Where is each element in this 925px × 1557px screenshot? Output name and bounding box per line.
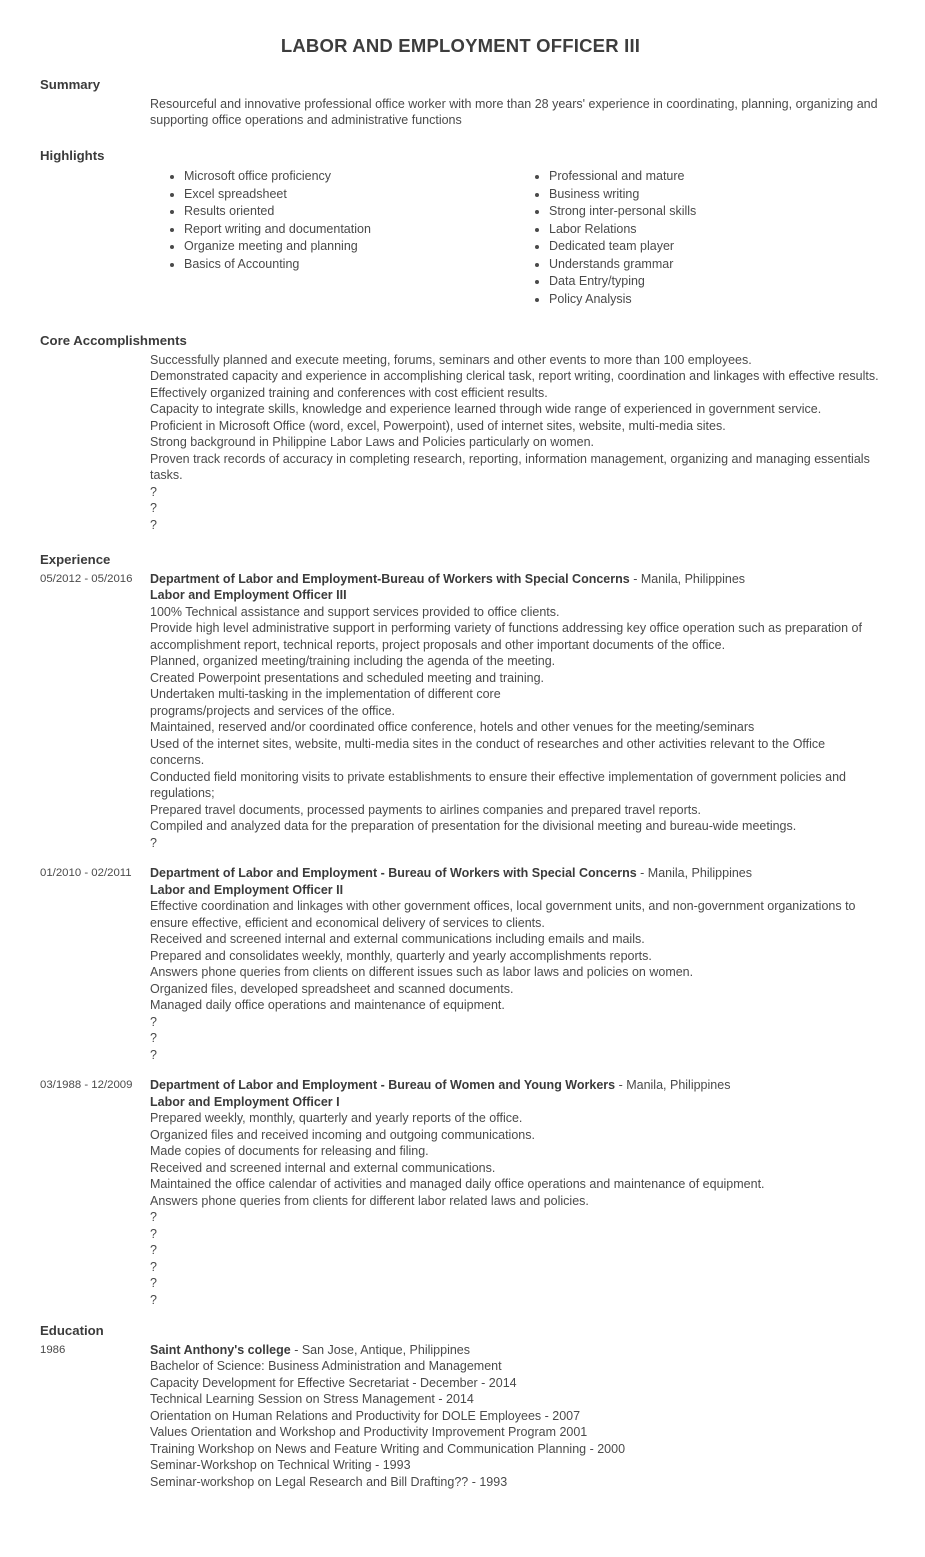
education-year: 1986 <box>40 1343 66 1356</box>
experience-dates: 01/2010 - 02/2011 <box>40 867 132 880</box>
experience-detail-line: 100% Technical assistance and support services provided to office clients. <box>150 604 560 619</box>
list-item: • Policy Analysis <box>549 291 880 308</box>
page-title: LABOR AND EMPLOYMENT OFFICER III <box>280 35 641 56</box>
list-item: • Dedicated team player <box>549 238 880 255</box>
experience-organization-line <box>150 865 881 882</box>
experience-detail-line: Effective coordination and linkages with other government offices, local government units, and non-government organizations to ensure effective, efficient and economical delivery of services to clients. <box>150 899 856 930</box>
experience-detail-line: Used of the internet sites, website, multi-media sites in the conduct of researches and other activities relevant to the Office concerns. <box>150 736 826 768</box>
accomplishment-line: ? <box>150 517 157 532</box>
experience-detail-line: Conducted field monitoring visits to private establishments to ensure their effective implementation of government policies and regulations; <box>150 769 846 801</box>
experience-detail-line: ? <box>150 1047 157 1062</box>
section-heading-highlights: Highlights <box>40 147 105 163</box>
experience-body <box>150 571 881 852</box>
experience-list <box>40 571 881 1309</box>
highlights-left-list <box>150 168 515 272</box>
list-item: • Business writing <box>549 186 880 203</box>
experience-organization: Department of Labor and Employment - Bureau of Women and Young Workers <box>150 1078 616 1093</box>
experience-detail-line: Prepared travel documents, processed payments to airlines companies and prepared travel reports. <box>150 802 701 817</box>
accomplishment-line: ? <box>150 484 157 499</box>
experience-body <box>150 865 881 1063</box>
section-highlights <box>40 147 881 308</box>
list-item: • Labor Relations <box>549 221 880 238</box>
accomplishment-line: Proficient in Microsoft Office (word, excel, Powerpoint), used of internet sites, website, multi-media sites. <box>150 418 726 433</box>
experience-location: - Manila, Philippines <box>629 571 746 586</box>
education-location: - San Jose, Antique, Philippines <box>290 1342 471 1357</box>
experience-detail-line: Organized files, developed spreadsheet and scanned documents. <box>150 981 514 996</box>
accomplishment-line: Strong background in Philippine Labor Laws and Policies particularly on women. <box>150 435 595 450</box>
highlights-left-column <box>150 168 515 308</box>
experience-detail-line: Answers phone queries from clients for different labor related laws and policies. <box>150 1193 589 1208</box>
education-line: Capacity Development for Effective Secretariat - December - 2014 <box>150 1375 517 1390</box>
section-summary <box>40 76 881 128</box>
experience-role: Labor and Employment Officer II <box>150 882 344 897</box>
experience-detail-line: ? <box>150 1243 157 1258</box>
summary-text: Resourceful and innovative professional office worker with more than 28 years' experience in coordinating, planning, organizing and supporting office operations and administrative functions <box>150 96 878 128</box>
experience-body <box>150 1077 881 1308</box>
experience-detail-line: Managed daily office operations and maintenance of equipment. <box>150 998 505 1013</box>
list-item: • Strong inter-personal skills <box>549 203 880 220</box>
education-detail-lines <box>150 1358 881 1490</box>
accomplishment-line: ? <box>150 501 157 516</box>
accomplishment-line: Proven track records of accuracy in completing research, reporting, information management, organizing and managing essentials tasks. <box>150 451 870 483</box>
experience-detail-line: Organized files and received incoming and outgoing communications. <box>150 1127 535 1142</box>
section-heading-summary: Summary <box>40 77 101 93</box>
section-core-accomplishments <box>40 332 881 533</box>
experience-detail-line: ? <box>150 1031 157 1046</box>
highlights-right-column <box>515 168 880 308</box>
list-item: • Microsoft office proficiency <box>184 168 515 185</box>
list-item: • Data Entry/typing <box>549 273 880 290</box>
accomplishment-line: Demonstrated capacity and experience in accomplishing clerical task, report writing, coordination and linkages with effective results. <box>150 369 879 384</box>
experience-detail-line: Provide high level administrative support in performing variety of functions addressing key office operation such as preparation of accomplishment report, technical reports, project proposals and other important documents of the office. <box>150 621 862 652</box>
experience-organization: Department of Labor and Employment - Bureau of Workers with Special Concerns <box>150 866 637 881</box>
experience-location: - Manila, Philippines <box>636 866 753 881</box>
list-item: • Understands grammar <box>549 256 880 273</box>
experience-organization-line <box>150 1077 881 1094</box>
list-item: • Professional and mature <box>549 168 880 185</box>
core-accomplishments-list <box>150 352 881 534</box>
experience-detail-line: ? <box>150 1210 157 1225</box>
experience-detail-line: Prepared weekly, monthly, quarterly and yearly reports of the office. <box>150 1111 523 1126</box>
education-line: Technical Learning Session on Stress Management - 2014 <box>150 1392 474 1407</box>
education-school: Saint Anthony's college <box>150 1342 291 1357</box>
experience-location: - Manila, Philippines <box>615 1078 731 1093</box>
highlights-right-list <box>515 168 880 307</box>
experience-detail-line: ? <box>150 1014 157 1029</box>
education-school-line <box>150 1342 881 1359</box>
experience-detail-line: Maintained the office calendar of activities and managed daily office operations and maintenance of equipment. <box>150 1177 765 1192</box>
experience-detail-line: Planned, organized meeting/training including the agenda of the meeting. <box>150 654 556 669</box>
experience-detail-line: Created Powerpoint presentations and scheduled meeting and training. <box>150 670 545 685</box>
education-line: Bachelor of Science: Business Administration and Management <box>150 1359 502 1374</box>
section-education <box>40 1322 881 1490</box>
highlights-columns <box>150 168 881 308</box>
experience-detail-line: ? <box>150 1292 157 1307</box>
experience-detail-line: Received and screened internal and external communications. <box>150 1160 496 1175</box>
education-line: Training Workshop on News and Feature Writing and Communication Planning - 2000 <box>150 1441 626 1456</box>
experience-detail-line: ? <box>150 1276 157 1291</box>
experience-dates: 05/2012 - 05/2016 <box>40 572 133 585</box>
experience-organization-line <box>150 571 881 588</box>
experience-detail-line: ? <box>150 1226 157 1241</box>
education-line: Orientation on Human Relations and Productivity for DOLE Employees - 2007 <box>150 1408 581 1423</box>
section-heading-experience: Experience <box>40 552 111 568</box>
experience-organization: Department of Labor and Employment-Bureau of Workers with Special Concerns <box>150 571 630 586</box>
accomplishment-line: Capacity to integrate skills, knowledge and experience learned through wide range of experienced in government service. <box>150 402 822 417</box>
accomplishment-line: Successfully planned and execute meeting, forums, seminars and other events to more than 100 employees. <box>150 352 752 367</box>
education-line: Seminar-Workshop on Technical Writing - 1993 <box>150 1458 411 1473</box>
experience-detail-line: Received and screened internal and external communications including emails and mails. <box>150 932 645 947</box>
experience-detail-line: Prepared and consolidates weekly, monthly, quarterly and yearly accomplishments reports. <box>150 948 652 963</box>
section-experience <box>40 551 881 1308</box>
list-item: • Organize meeting and planning <box>184 238 515 255</box>
experience-role: Labor and Employment Officer I <box>150 1094 340 1109</box>
experience-entry <box>40 571 881 852</box>
list-item: • Basics of Accounting <box>184 256 515 273</box>
education-line: Values Orientation and Workshop and Productivity Improvement Program 2001 <box>150 1425 588 1440</box>
experience-detail-line: Compiled and analyzed data for the preparation of presentation for the divisional meeting and bureau-wide meetings. <box>150 819 797 834</box>
experience-detail-line: Maintained, reserved and/or coordinated office conference, hotels and other venues for the meeting/seminars <box>150 720 755 735</box>
education-entry <box>40 1342 881 1491</box>
experience-dates: 03/1988 - 12/2009 <box>40 1079 133 1092</box>
list-item: • Results oriented <box>184 203 515 220</box>
experience-detail-line: Made copies of documents for releasing and filing. <box>150 1144 429 1159</box>
experience-detail-line: Answers phone queries from clients on different issues such as labor laws and policies on women. <box>150 965 694 980</box>
experience-role: Labor and Employment Officer III <box>150 588 347 603</box>
education-line: Seminar-workshop on Legal Research and Bill Drafting?? - 1993 <box>150 1474 508 1489</box>
list-item: • Excel spreadsheet <box>184 186 515 203</box>
experience-detail-line: Undertaken multi-tasking in the implementation of different core <box>150 687 501 702</box>
experience-entry <box>40 1077 881 1308</box>
experience-detail-line: programs/projects and services of the office. <box>150 703 396 718</box>
experience-detail-line: ? <box>150 1259 157 1274</box>
section-heading-core-accomplishments: Core Accomplishments <box>40 333 187 349</box>
section-heading-education: Education <box>40 1323 104 1339</box>
list-item: • Report writing and documentation <box>184 221 515 238</box>
experience-entry <box>40 865 881 1063</box>
education-body <box>150 1342 881 1491</box>
accomplishment-line: Effectively organized training and conferences with cost efficient results. <box>150 385 548 400</box>
experience-detail-line: ? <box>150 835 157 850</box>
